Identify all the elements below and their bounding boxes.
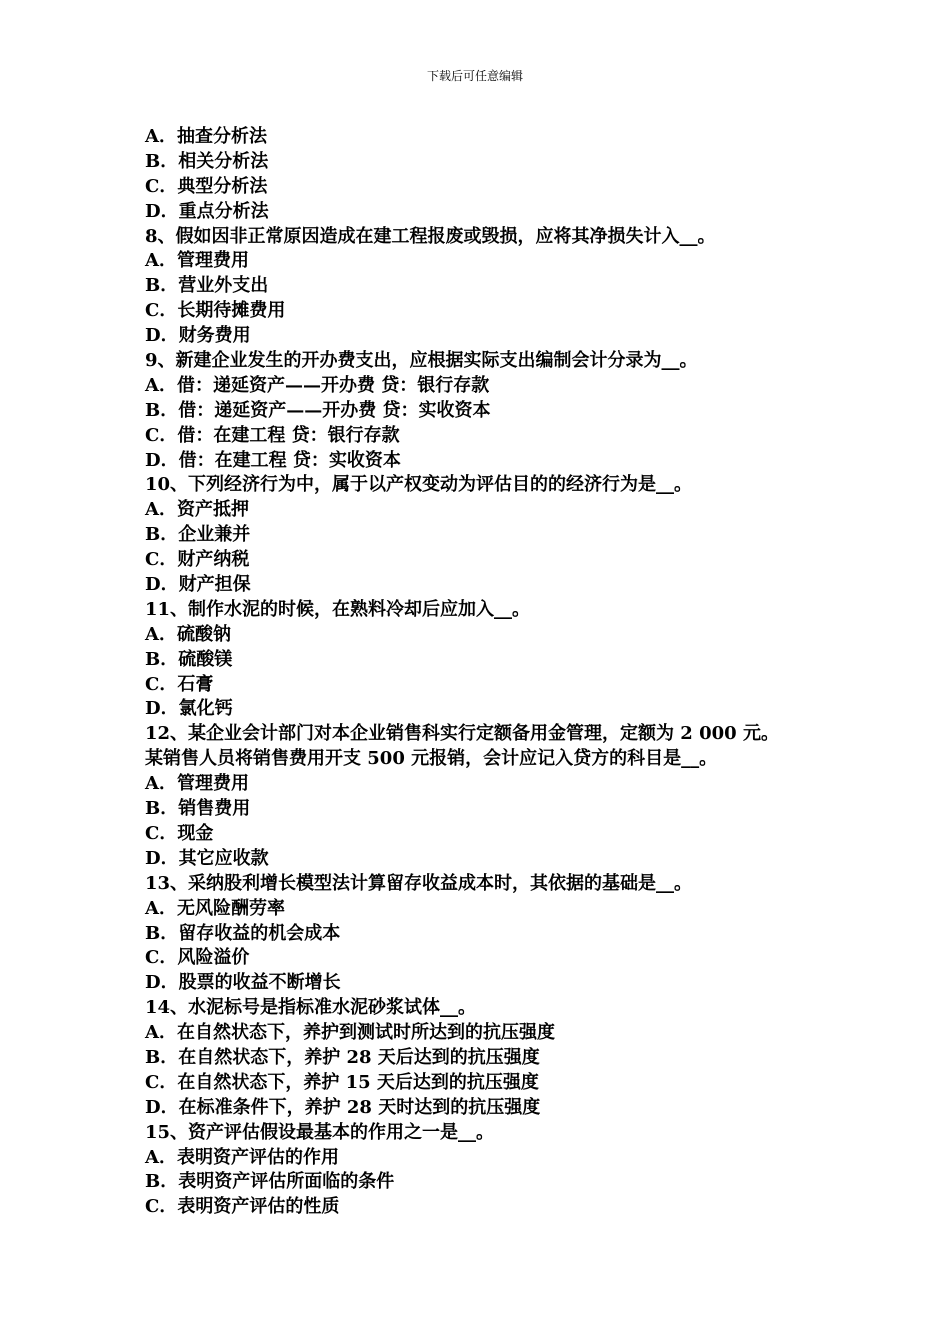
option-line: D．借：在建工程 贷：实收资本 (145, 449, 401, 471)
option-line: A．管理费用 (145, 773, 249, 795)
option-line: D．财务费用 (145, 325, 251, 347)
question-line: 12、某企业会计部门对本企业销售科实行定额备用金管理，定额为 2 000 元。 (145, 723, 779, 745)
option-line: B．表明资产评估所面临的条件 (145, 1171, 395, 1193)
option-line: C．表明资产评估的性质 (145, 1196, 340, 1218)
option-line: C．现金 (145, 822, 214, 844)
option-line: B．借：递延资产——开办费 贷：实收资本 (145, 399, 491, 421)
option-line: C．风险溢价 (145, 947, 250, 969)
option-line: B．在自然状态下，养护 28 天后达到的抗压强度 (145, 1046, 540, 1068)
option-line: B．硫酸镁 (145, 648, 233, 670)
option-line: B．销售费用 (145, 798, 251, 820)
option-line: A．抽查分析法 (145, 126, 267, 147)
option-line: C．石膏 (145, 673, 214, 695)
option-line: D．在标准条件下，养护 28 天时达到的抗压强度 (145, 1096, 541, 1118)
option-line: A．在自然状态下，养护到测试时所达到的抗压强度 (145, 1022, 555, 1044)
option-line: A．借：递延资产——开办费 贷：银行存款 (145, 374, 490, 396)
option-line: A．管理费用 (145, 250, 249, 272)
question-line: 13、采纳股利增长模型法计算留存收益成本时，其依据的基础是__。 (145, 872, 693, 894)
document-body (145, 125, 825, 1220)
option-line: C．典型分析法 (145, 175, 268, 197)
option-line: C．长期待摊费用 (145, 300, 286, 322)
option-line: D．氯化钙 (145, 698, 233, 720)
question-line: 14、水泥标号是指标准水泥砂浆试体__。 (145, 997, 477, 1019)
option-line: A．无风险酬劳率 (145, 897, 285, 919)
option-line: D．重点分析法 (145, 200, 269, 222)
option-line: D．股票的收益不断增长 (145, 972, 341, 994)
option-line: B．留存收益的机会成本 (145, 922, 341, 944)
question-line: 11、制作水泥的时候，在熟料冷却后应加入__。 (145, 598, 531, 620)
option-line: A．表明资产评估的作用 (145, 1146, 339, 1168)
option-line: D．财产担保 (145, 574, 251, 596)
question-line: 15、资产评估假设最基本的作用之一是__。 (145, 1121, 495, 1143)
question-line: 9、新建企业发生的开办费支出，应根据实际支出编制会计分录为__。 (145, 350, 698, 372)
option-line: C．在自然状态下，养护 15 天后达到的抗压强度 (145, 1071, 539, 1093)
option-line: C．财产纳税 (145, 549, 250, 571)
option-line: B．相关分析法 (145, 150, 269, 172)
option-line: D．其它应收款 (145, 847, 269, 869)
option-line: B．营业外支出 (145, 275, 269, 297)
question-line: 10、下列经济行为中，属于以产权变动为评估目的的经济行为是__。 (145, 474, 693, 496)
page-header: 下载后可任意编辑 (426, 69, 523, 83)
question-line: 某销售人员将销售费用开支 500 元报销，会计应记入贷方的科目是__。 (145, 748, 718, 770)
option-line: B．企业兼并 (145, 524, 251, 546)
option-line: A．硫酸钠 (145, 623, 231, 645)
option-line: A．资产抵押 (145, 499, 249, 521)
question-line: 8、假如因非正常原因造成在建工程报废或毁损，应将其净损失计入__。 (145, 225, 716, 247)
option-line: C．借：在建工程 贷：银行存款 (145, 424, 400, 446)
